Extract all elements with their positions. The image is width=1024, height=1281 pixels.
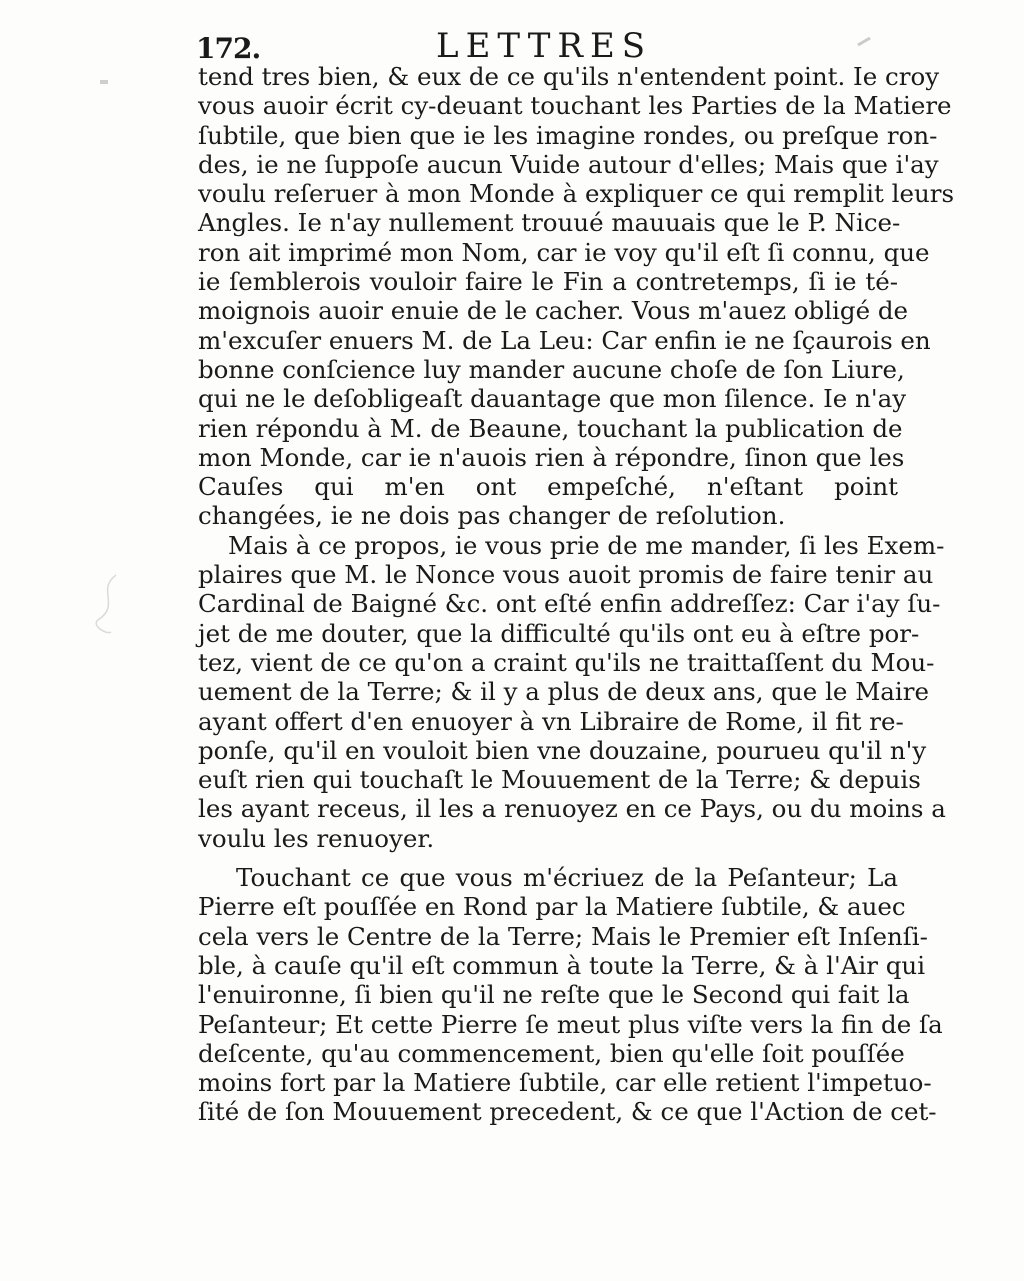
text-line: Peſanteur; Et cette Pierre ſe meut plus viſte vers la fin de ſa bbox=[198, 1009, 943, 1039]
text-line: ie ſemblerois vouloir faire le Fin a contretemps, ſi ie té- bbox=[198, 267, 898, 297]
text-line: rien répondu à M. de Beaune, touchant la publication de bbox=[198, 413, 903, 443]
text-line: Touchant ce que vous m'écriuez de la Peſanteur; La bbox=[236, 863, 898, 893]
paragraph-2 bbox=[198, 530, 946, 853]
text-line: Cardinal de Baigné &c. ont eſté enfin addreſſez: Car i'ay ſu- bbox=[198, 589, 941, 619]
text-line: bonne conſcience luy mander aucune choſe de ſon Liure, bbox=[198, 354, 905, 384]
paragraph-gap bbox=[198, 853, 898, 863]
paragraph-3 bbox=[198, 863, 943, 1127]
text-line: uement de la Terre; & il y a plus de deux ans, que le Maire bbox=[198, 677, 929, 707]
text-line: Cauſes qui m'en ont empeſché, n'eſtant point bbox=[198, 472, 898, 502]
text-line: deſcente, qu'au commencement, bien qu'elle ſoit pouſſée bbox=[198, 1038, 905, 1068]
paragraph-1 bbox=[198, 62, 955, 531]
smudge-mark bbox=[100, 80, 108, 84]
text-line: tez, vient de ce qu'on a craint qu'ils ne traittaſſent du Mou- bbox=[198, 647, 935, 677]
running-title: LETTRES bbox=[436, 26, 653, 66]
text-line: ſité de ſon Mouuement precedent, & ce que l'Action de cet- bbox=[198, 1097, 937, 1127]
margin-pencil-mark bbox=[86, 570, 126, 640]
body-text bbox=[198, 62, 955, 1127]
text-line: qui ne le deſobligeaſt dauantage que mon ſilence. Ie n'ay bbox=[198, 384, 907, 414]
text-line: mon Monde, car ie n'auois rien à répondre, ſinon que les bbox=[198, 442, 905, 472]
text-line: m'excuſer enuers M. de La Leu: Car enfin ie ne ſçaurois en bbox=[198, 325, 931, 355]
text-line: changées, ie ne dois pas changer de reſolution. bbox=[198, 501, 786, 531]
text-line: moins fort par la Matiere ſubtile, car elle retient l'impetuo- bbox=[198, 1068, 932, 1098]
text-line: moignois auoir enuie de le cacher. Vous m'auez obligé de bbox=[198, 296, 909, 326]
text-line: des, ie ne ſuppoſe aucun Vuide autour d'elles; Mais que i'ay bbox=[198, 149, 939, 179]
text-line: plaires que M. le Nonce vous auoit promis de faire tenir au bbox=[198, 560, 934, 590]
text-line: Angles. Ie n'ay nullement trouué mauuais que le P. Nice- bbox=[198, 208, 901, 238]
text-line: cela vers le Centre de la Terre; Mais le Premier eſt Inſenſi- bbox=[198, 921, 928, 951]
text-line: l'enuironne, ſi bien qu'il ne reſte que le Second qui fait la bbox=[198, 980, 910, 1010]
text-line: ron ait imprimé mon Nom, car ie voy qu'il eſt ſi connu, que bbox=[198, 237, 930, 267]
page-number: 172. bbox=[196, 32, 261, 65]
text-line: Pierre eſt pouſſée en Rond par la Matiere ſubtile, & auec bbox=[198, 892, 906, 922]
text-line: voulu reſeruer à mon Monde à expliquer ce qui remplit leurs bbox=[198, 179, 955, 209]
text-line: ponſe, qu'il en vouloit bien vne douzaine, pourueu qu'il n'y bbox=[198, 735, 927, 765]
text-line: Mais à ce propos, ie vous prie de me mander, ſi les Exem- bbox=[228, 530, 945, 560]
text-line: ſubtile, que bien que ie les imagine rondes, ou preſque ron- bbox=[198, 120, 938, 150]
text-line: les ayant receus, il les a renuoyez en ce Pays, ou du moins a bbox=[198, 794, 946, 824]
text-line: ayant offert d'en enuoyer à vn Libraire de Rome, il fit re- bbox=[198, 706, 904, 736]
text-line: euſt rien qui touchaſt le Mouuement de la Terre; & depuis bbox=[198, 765, 921, 795]
text-line: vous auoir écrit cy-deuant touchant les Parties de la Matiere bbox=[198, 91, 952, 121]
text-line: voulu les renuoyer. bbox=[198, 823, 435, 853]
text-line: jet de me douter, que la difficulté qu'ils ont eu à eſtre por- bbox=[198, 618, 920, 648]
text-line: tend tres bien, & eux de ce qu'ils n'entendent point. Ie croy bbox=[198, 62, 940, 91]
text-line: ble, à cauſe qu'il eſt commun à toute la Terre, & à l'Air qui bbox=[198, 950, 926, 980]
page-header bbox=[196, 22, 896, 66]
